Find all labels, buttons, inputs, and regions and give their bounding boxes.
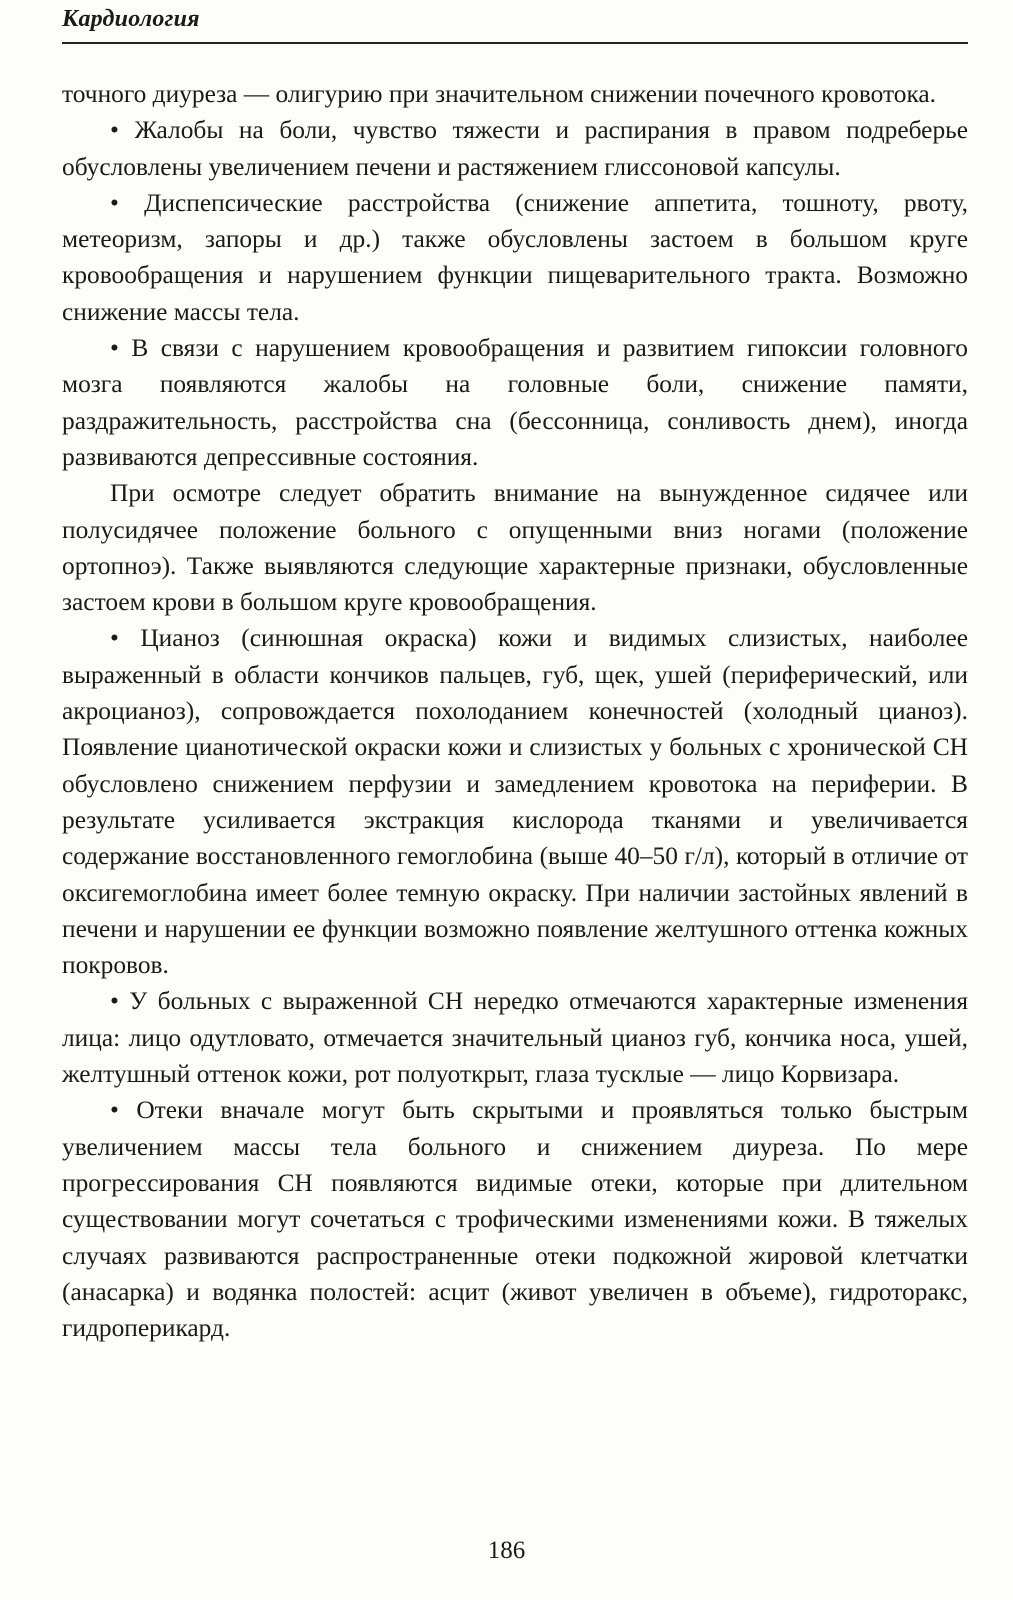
bullet-paragraph-edema: [62, 1092, 968, 1346]
paragraph-text: При осмотре следует обратить внимание на вынужденное сидячее или полусидячее положение больного с опущенными вниз ногами (положение ортопноэ). Также выявляются следующие характерные признаки, обусловленные застоем крови в большом круге кровообращения.: [62, 479, 968, 617]
running-header: [62, 2, 968, 44]
paragraph-examination: [62, 475, 968, 620]
bullet-mark: •: [110, 624, 119, 653]
bullet-mark: •: [110, 188, 119, 217]
paragraph-text: Отеки вначале могут быть скрытыми и проявляться только быстрым увеличением массы тела больного и снижением диуреза. По мере прогрессирования СН появляются видимые отеки, которые при длительном существовании могут сочетаться с трофическими изменениями кожи. В тяжелых случаях развиваются распространенные отеки подкожной жировой клетчатки (анасарка) и водянка полостей: асцит (живот увеличен в объеме), гидроторакс, гидроперикард.: [62, 1096, 968, 1343]
paragraph-text: У больных с выраженной СН нередко отмечаются характерные изменения лица: лицо одутловато, отмечается значительный цианоз губ, кончика носа, ушей, желтушный оттенок кожи, рот полуоткрыт, глаза тусклые — лицо Корвизара.: [62, 987, 968, 1089]
bullet-mark: •: [110, 1096, 119, 1125]
body-text: [62, 76, 968, 1346]
running-title: Кардиология: [62, 6, 200, 32]
paragraph-continuation: [62, 76, 968, 112]
paragraph-text: Цианоз (синюшная окраска) кожи и видимых слизистых, наиболее выраженный в области кончиков пальцев, губ, щек, ушей (периферический, или акроцианоз), сопровождается похолоданием конечностей (холодный цианоз). Появление цианотической окраски кожи и слизистых у больных с хронической СН обусловлено снижением перфузии и замедлением кровотока на периферии. В результате усиливается экстракция кислорода тканями и увеличивается содержание восстановленного гемоглобина (выше 40–50 г/л), который в отличие от оксигемоглобина имеет более темную окраску. При наличии застойных явлений в печени и нарушении ее функции возможно появление желтушного оттенка кожных покровов.: [62, 624, 968, 980]
bullet-paragraph-hypoxia: [62, 330, 968, 475]
bullet-mark: •: [110, 116, 119, 145]
bullet-paragraph-cyanosis: [62, 620, 968, 983]
bullet-mark: •: [110, 987, 119, 1016]
paragraph-text: Жалобы на боли, чувство тяжести и распирания в правом подреберье обусловлены увеличением печени и растяжением глиссоновой капсулы.: [62, 116, 968, 181]
paragraph-text: Диспепсические расстройства (снижение аппетита, тошноту, рвоту, метеоризм, запоры и др.) также обусловлены застоем в большом круге кровообращения и нарушением функции пищеварительного тракта. Возможно снижение массы тела.: [62, 188, 968, 326]
bullet-paragraph-dyspepsia: [62, 185, 968, 330]
page-number: 186: [487, 1537, 526, 1564]
paragraph-text: точного диуреза — олигурию при значительном снижении почечного кровотока.: [62, 80, 937, 108]
bullet-mark: •: [110, 334, 119, 363]
bullet-paragraph-pain: [62, 112, 968, 185]
paragraph-text: В связи с нарушением кровообращения и развитием гипоксии головного мозга появляются жалобы на головные боли, снижение памяти, раздражительность, расстройства сна (бессонница, сонливость днем), иногда развиваются депрессивные состояния.: [62, 334, 968, 471]
bullet-paragraph-corvisart-face: [62, 983, 968, 1092]
